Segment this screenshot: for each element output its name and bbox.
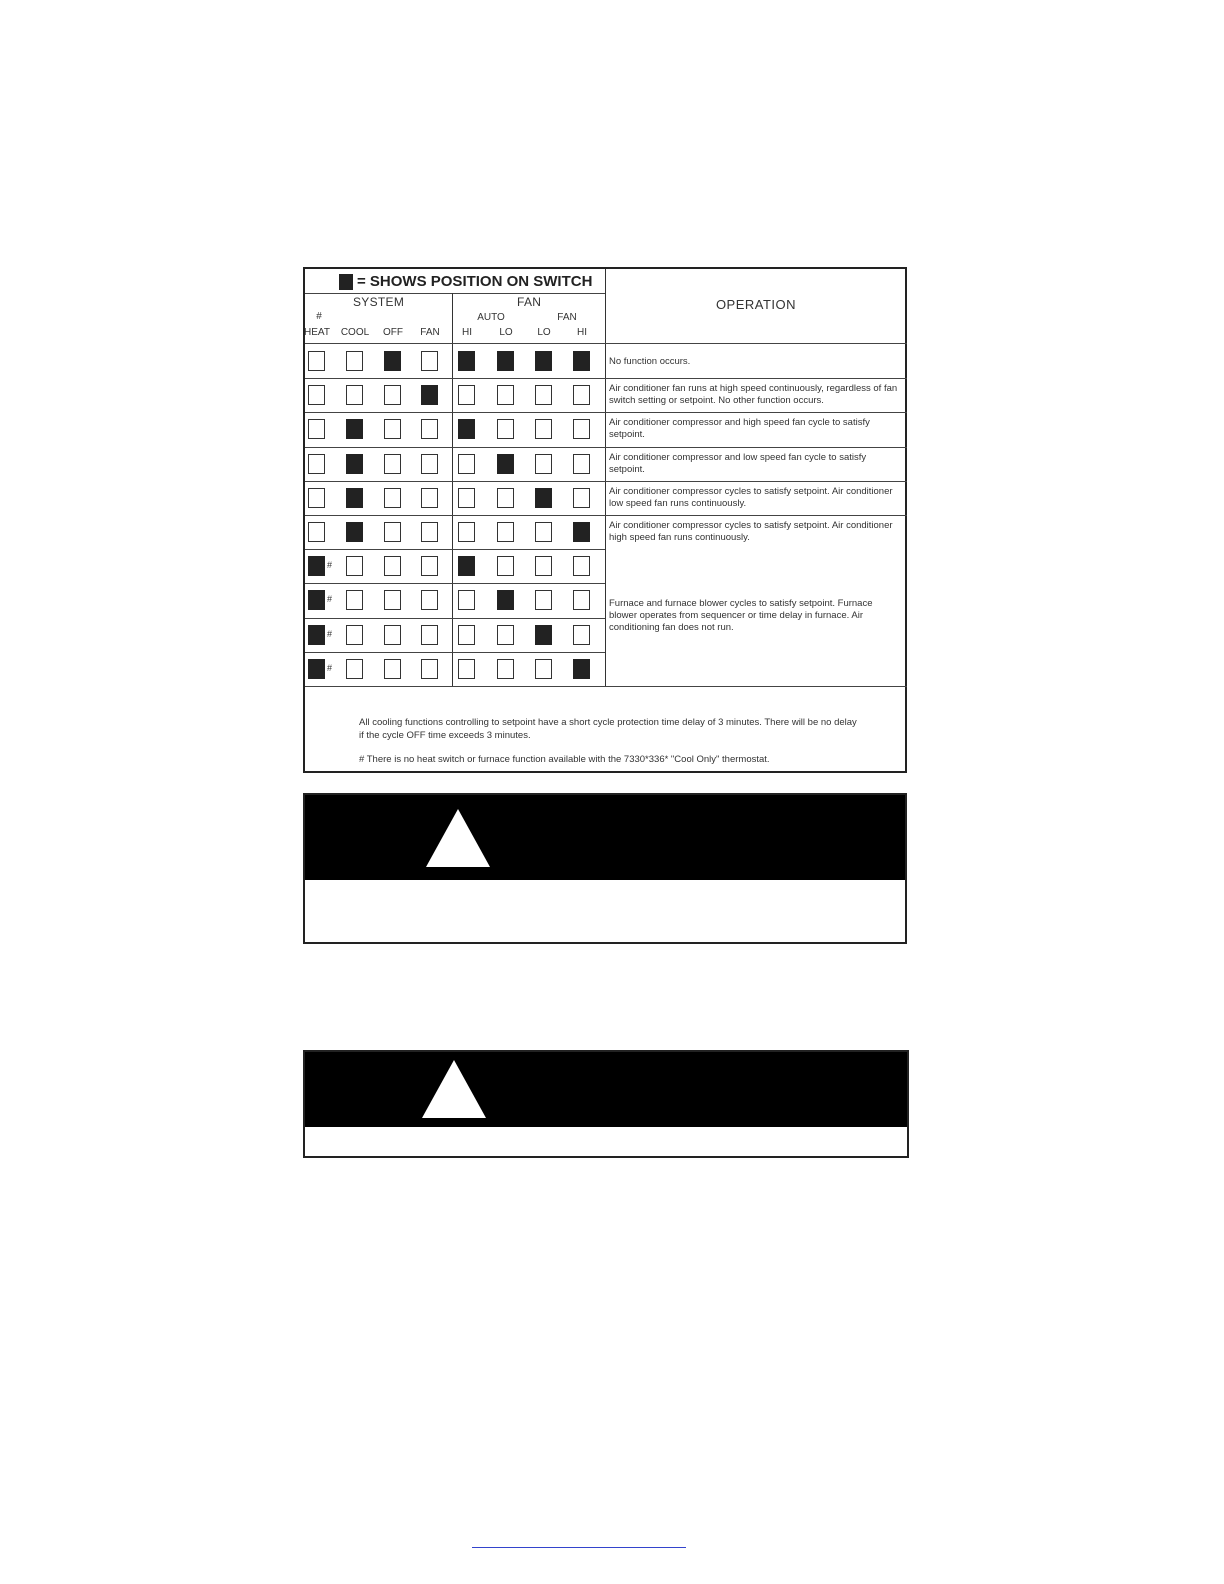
footnote-cool-only: # There is no heat switch or furnace function available with the 7330*336* "Cool Only" thermostat. <box>359 754 770 765</box>
switch-box <box>458 385 475 405</box>
switch-box-selected <box>421 385 438 405</box>
switch-box <box>573 556 590 576</box>
warning-triangle-icon <box>426 809 490 867</box>
switch-box <box>384 556 401 576</box>
switch-box <box>421 488 438 508</box>
switch-box-selected <box>573 659 590 679</box>
footer-link-underline <box>472 1547 686 1548</box>
switch-box <box>497 419 514 439</box>
switch-box-selected <box>497 351 514 371</box>
switch-box <box>573 488 590 508</box>
switch-box <box>308 522 325 542</box>
heat-hash-mark: # <box>316 311 322 322</box>
switch-box-selected <box>308 556 325 576</box>
switch-box <box>458 659 475 679</box>
switch-box <box>384 522 401 542</box>
switch-box <box>384 385 401 405</box>
switch-box <box>346 590 363 610</box>
heat-hash-mark: # <box>327 594 333 605</box>
switch-box <box>421 625 438 645</box>
heat-hash-mark: # <box>327 662 333 673</box>
switch-box <box>346 385 363 405</box>
switch-on-key-icon <box>339 274 353 290</box>
switch-box <box>384 590 401 610</box>
switch-box-selected <box>458 351 475 371</box>
column-label: HI <box>462 327 472 338</box>
operation-text: Air conditioner compressor cycles to satisfy setpoint. Air conditioner low speed fan runs continuously. <box>609 485 893 509</box>
footnote-time-delay: All cooling functions controlling to setpoint have a short cycle protection time delay of 3 minutes. There will be no delay if the cycle OFF time exceeds 3 minutes. <box>359 717 857 741</box>
switch-box <box>535 659 552 679</box>
legend-label: = SHOWS POSITION ON SWITCH <box>357 273 593 290</box>
switch-box <box>573 419 590 439</box>
switch-box <box>421 522 438 542</box>
switch-box-selected <box>346 522 363 542</box>
operation-text: Air conditioner compressor and high speed fan cycle to satisfy setpoint. <box>609 417 870 441</box>
auto-label: AUTO <box>477 312 505 323</box>
switch-box <box>573 454 590 474</box>
switch-box-selected <box>573 351 590 371</box>
switch-box <box>573 590 590 610</box>
column-label: HI <box>577 327 587 338</box>
switch-box-selected <box>535 625 552 645</box>
switch-box <box>497 488 514 508</box>
switch-box <box>458 625 475 645</box>
system-header: SYSTEM <box>353 295 405 309</box>
switch-box <box>346 351 363 371</box>
switch-box <box>308 385 325 405</box>
switch-box <box>535 590 552 610</box>
column-label: HEAT <box>304 327 330 338</box>
operation-text: No function occurs. <box>609 356 691 367</box>
switch-box-selected <box>535 351 552 371</box>
switch-box <box>535 385 552 405</box>
switch-box-selected <box>497 590 514 610</box>
switch-box <box>497 556 514 576</box>
switch-box-selected <box>458 419 475 439</box>
switch-box <box>421 454 438 474</box>
switch-box <box>421 351 438 371</box>
heat-hash-mark: # <box>327 560 333 571</box>
switch-box-selected <box>308 659 325 679</box>
switch-box-selected <box>458 556 475 576</box>
warning-banner-1 <box>303 793 907 944</box>
switch-box-selected <box>346 454 363 474</box>
switch-box <box>346 556 363 576</box>
switch-box <box>458 522 475 542</box>
switch-box-selected <box>308 625 325 645</box>
switch-box <box>421 590 438 610</box>
switch-box <box>384 454 401 474</box>
switch-box <box>384 488 401 508</box>
switch-box <box>421 659 438 679</box>
switch-box <box>535 419 552 439</box>
switch-box <box>308 454 325 474</box>
switch-box <box>308 419 325 439</box>
warning-banner-2 <box>303 1050 909 1158</box>
warning-band <box>305 1052 907 1127</box>
switch-box <box>346 625 363 645</box>
switch-box-selected <box>346 419 363 439</box>
switch-box <box>421 556 438 576</box>
switch-box <box>497 625 514 645</box>
switch-box-selected <box>573 522 590 542</box>
switch-box <box>384 625 401 645</box>
switch-box-selected <box>497 454 514 474</box>
switch-box <box>535 556 552 576</box>
fan-header: FAN <box>517 295 542 309</box>
operation-text: Furnace and furnace blower cycles to satisfy setpoint. Furnace blower operates from sequencer or time delay in furnace. Air conditioning fan does not run. <box>609 598 873 634</box>
switch-box <box>458 454 475 474</box>
heat-hash-mark: # <box>327 628 333 639</box>
operation-header: OPERATION <box>715 297 797 312</box>
operation-text: Air conditioner compressor and low speed fan cycle to satisfy setpoint. <box>609 451 867 475</box>
switch-box <box>497 659 514 679</box>
switch-box <box>497 385 514 405</box>
chart-legend <box>339 273 592 290</box>
warning-band <box>305 795 905 880</box>
switch-box <box>458 590 475 610</box>
switch-box <box>535 454 552 474</box>
switch-box-selected <box>535 488 552 508</box>
switch-box <box>573 625 590 645</box>
column-label: OFF <box>383 327 403 338</box>
fan-sub-label: FAN <box>557 312 577 323</box>
switch-box <box>384 659 401 679</box>
switch-box-selected <box>308 590 325 610</box>
switch-box <box>458 488 475 508</box>
switch-box-selected <box>384 351 401 371</box>
warning-triangle-icon <box>422 1060 486 1118</box>
switch-box <box>308 351 325 371</box>
switch-box <box>308 488 325 508</box>
switch-box <box>535 522 552 542</box>
column-label: LO <box>537 327 551 338</box>
switch-box <box>384 419 401 439</box>
switch-box <box>346 659 363 679</box>
column-label: COOL <box>340 327 370 338</box>
switch-box-selected <box>346 488 363 508</box>
operation-text: Air conditioner fan runs at high speed continuously, regardless of fan switch setting or setpoint. No other function occurs. <box>609 383 898 407</box>
switch-position-chart <box>303 267 907 773</box>
switch-box <box>573 385 590 405</box>
operation-text: Air conditioner compressor cycles to satisfy setpoint. Air conditioner high speed fan runs continuously. <box>609 520 893 543</box>
column-label: FAN <box>420 327 440 338</box>
column-label: LO <box>499 327 513 338</box>
switch-box <box>497 522 514 542</box>
switch-box <box>421 419 438 439</box>
